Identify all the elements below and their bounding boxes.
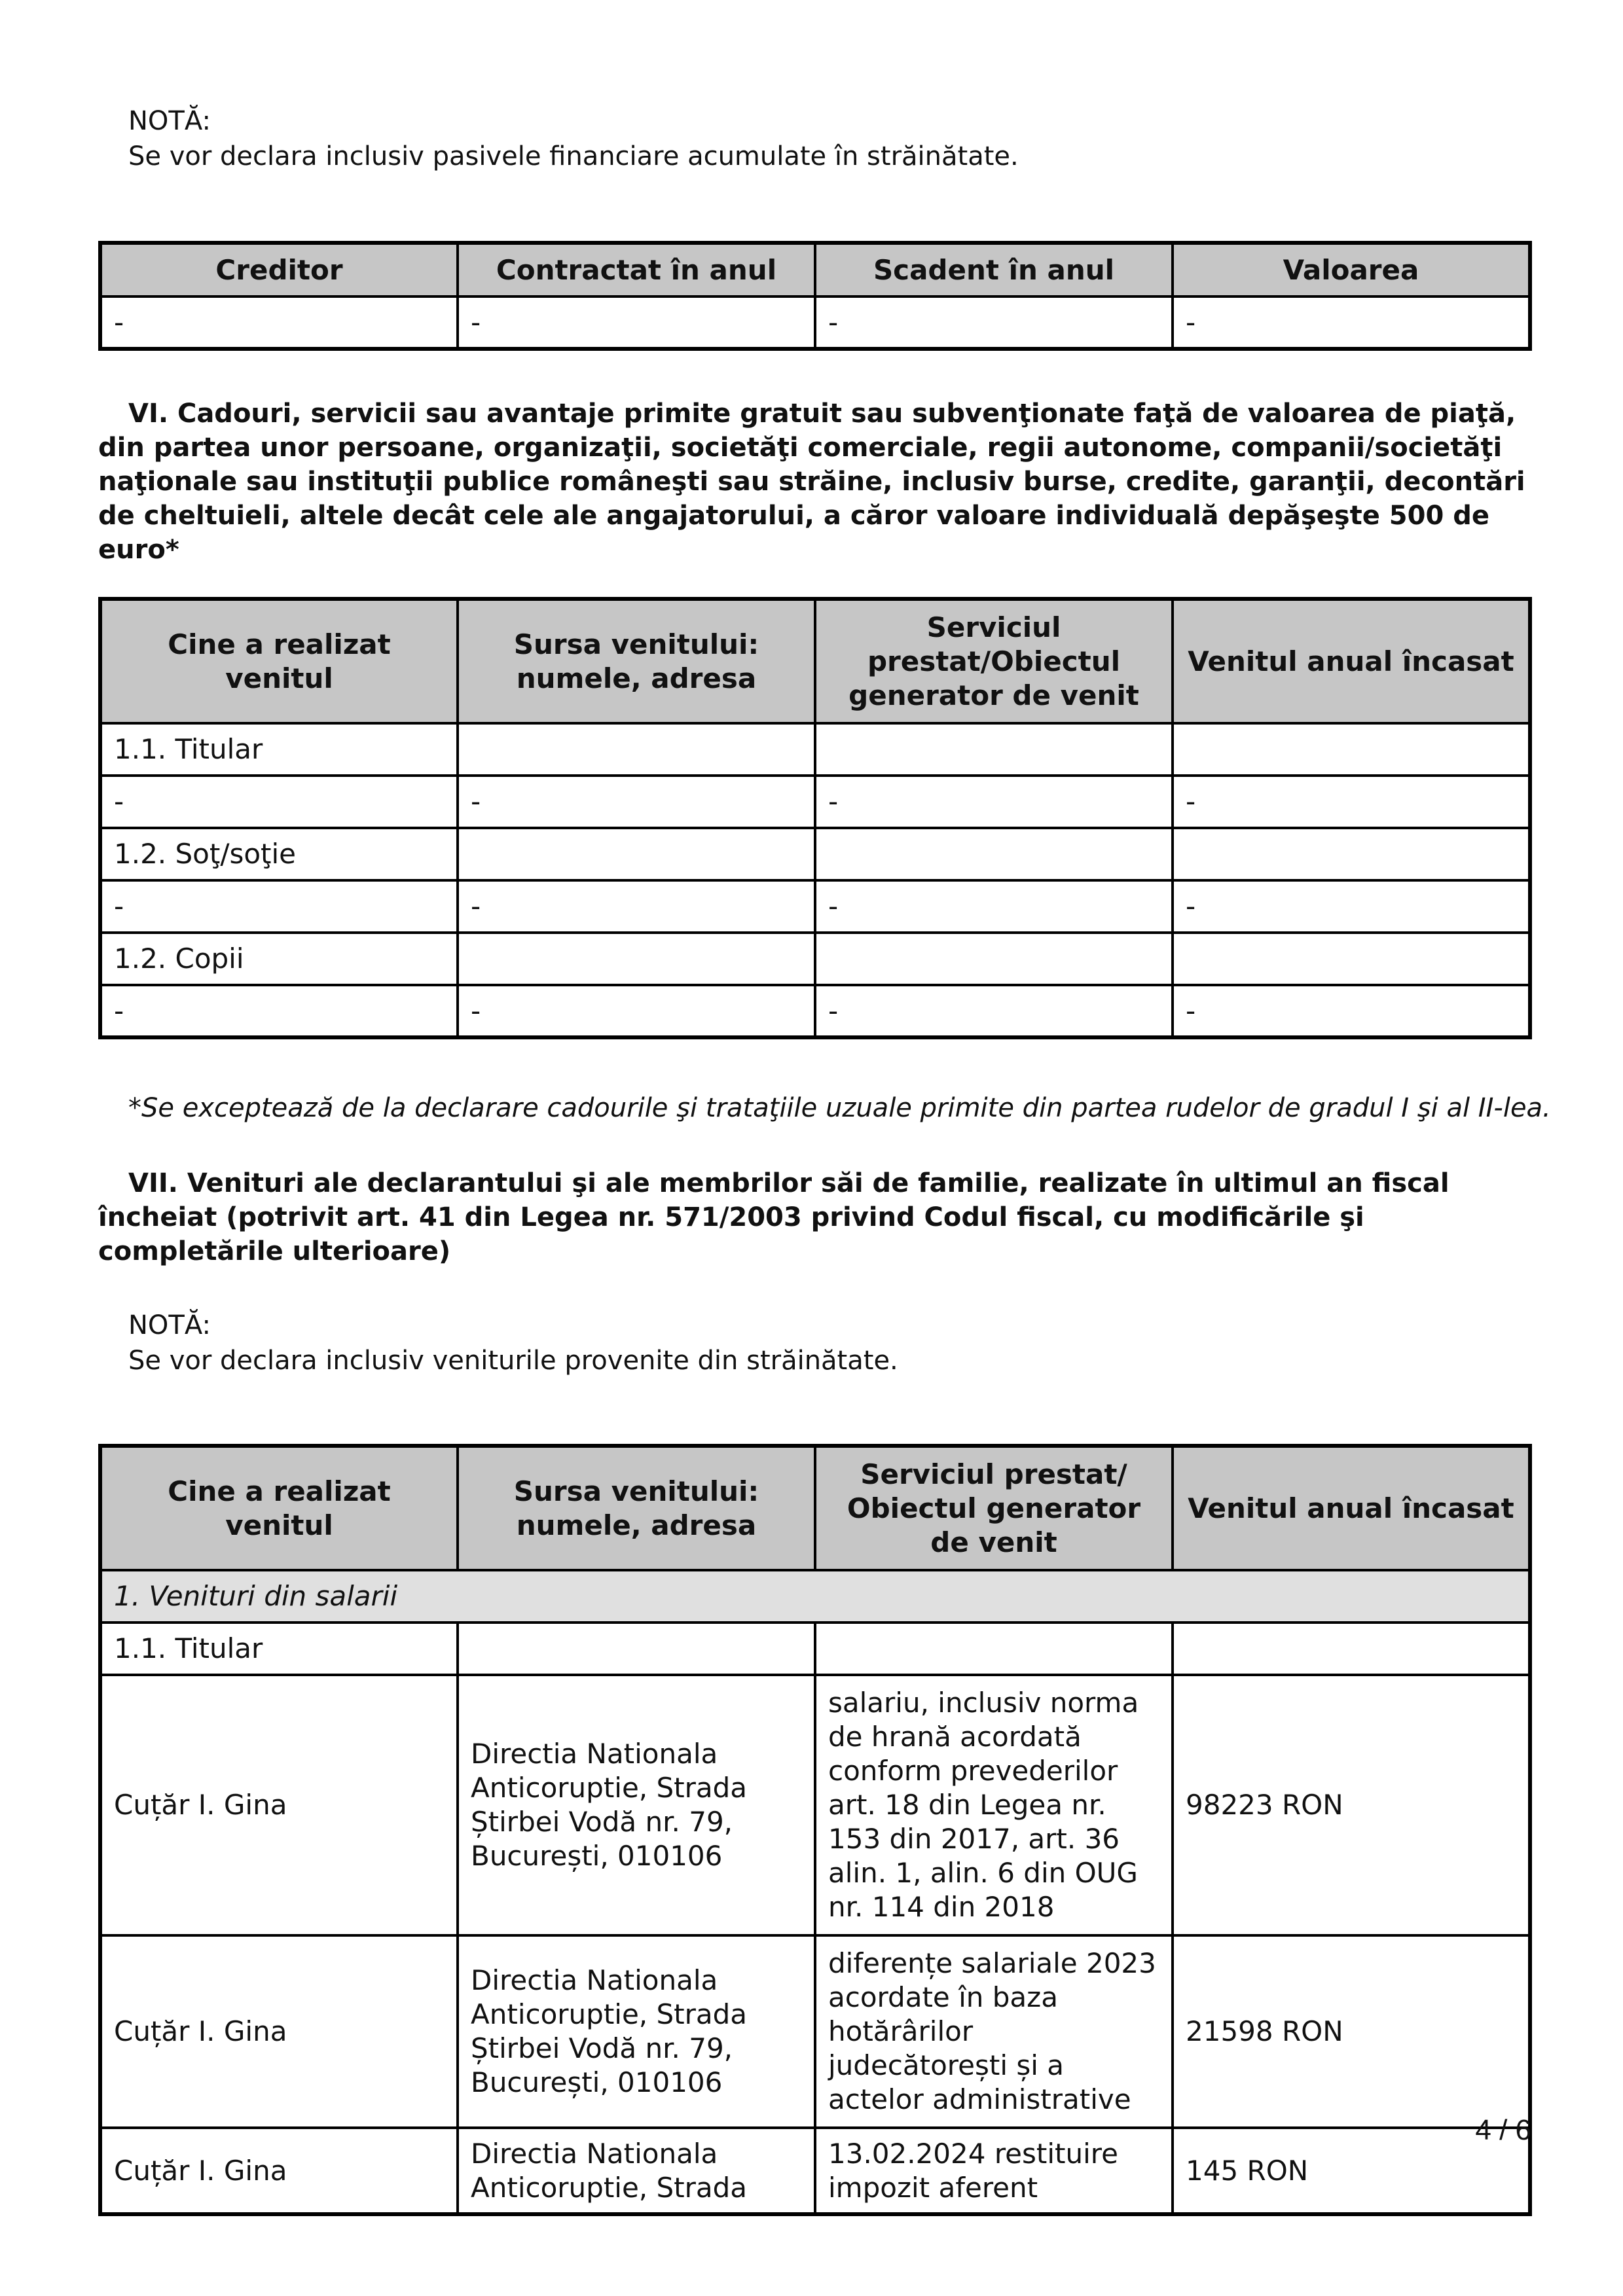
table-cell [458,933,815,985]
table-row [100,828,1530,880]
table-cell: diferențe salariale 2023 acordate în baza hotărârilor judecătorești și a actelor administrative [815,1935,1173,2128]
table-cell [815,933,1173,985]
table-cell [1173,723,1530,776]
table-row [100,933,1530,985]
gifts-table [98,597,1532,1039]
column-header: Contractat în anul [458,243,815,296]
table-cell [458,723,815,776]
table-cell: - [1173,776,1530,828]
table-row [100,776,1530,828]
income-table-header-row [100,1446,1530,1570]
table-cell: - [458,296,815,349]
table-row [100,1623,1530,1675]
table-cell: - [815,880,1173,933]
table-cell [815,828,1173,880]
column-header: Venitul anual încasat [1173,599,1530,723]
table-row [100,1935,1530,2128]
table-row [100,723,1530,776]
table-cell: - [100,776,458,828]
page-number: 4 / 6 [1475,2114,1531,2146]
table-cell: 1.2. Copii [100,933,458,985]
column-header: Creditor [100,243,458,296]
table-cell: - [1173,296,1530,349]
table-cell: - [815,296,1173,349]
table-cell: 1.1. Titular [100,1623,458,1675]
section-vi-heading: VI. Cadouri, servicii sau avantaje primite gratuit sau subvenţionate faţă de valoarea de piaţă, din partea unor persoane, organizaţii, societăţi comerciale, regii autonome, companii/societăţi naţionale sau instituţii publice româneşti sau străine, inclusiv burse, credite, garanţii, decontări de cheltuieli, altele decât cele ale angajatorului, a căror valoare individuală depăşeşte 500 de euro* [98,399,1525,565]
table-cell: - [1173,985,1530,1037]
debts-table-header-row [100,243,1530,296]
gifts-table-header-row [100,599,1530,723]
table-cell: - [815,776,1173,828]
column-header: Serviciul prestat/ Obiectul generator de venit [815,1446,1173,1570]
table-cell: 13.02.2024 restituire impozit aferent [815,2128,1173,2214]
section-label: 1. Venituri din salarii [100,1570,1530,1623]
table-cell: - [1173,880,1530,933]
table-cell: - [458,776,815,828]
note-1 [128,103,1019,174]
table-cell: 98223 RON [1173,1675,1530,1935]
table-cell: Cuțăr I. Gina [100,2128,458,2214]
column-header: Valoarea [1173,243,1530,296]
column-header: Sursa venitului: numele, adresa [458,599,815,723]
note-2-text: Se vor declara inclusiv veniturile provenite din străinătate. [128,1346,898,1376]
table-cell: - [815,985,1173,1037]
table-cell: - [100,880,458,933]
table-row [100,296,1530,349]
table-cell: Directia Nationala Anticoruptie, Strada Știrbei Vodă nr. 79, București, 010106 [458,1675,815,1935]
column-header: Venitul anual încasat [1173,1446,1530,1570]
column-header: Serviciul prestat/Obiectul generator de venit [815,599,1173,723]
table-cell: - [100,296,458,349]
section-vii-heading: VII. Venituri ale declarantului şi ale membrilor săi de familie, realizate în ultimul an fiscal încheiat (potrivit art. 41 din Legea nr. 571/2003 privind Codul fiscal, cu modificările şi completările ulterioare) [98,1168,1450,1266]
table-cell [1173,933,1530,985]
note-1-text: Se vor declara inclusiv pasivele financiare acumulate în străinătate. [128,141,1019,171]
table-cell: - [100,985,458,1037]
column-header: Cine a realizat venitul [100,599,458,723]
table-cell [1173,1623,1530,1675]
table-row [100,985,1530,1037]
column-header: Scadent în anul [815,243,1173,296]
table-row [100,1675,1530,1935]
table-cell: 1.2. Soţ/soţie [100,828,458,880]
table-cell [458,828,815,880]
table-cell: - [458,880,815,933]
table-cell [1173,828,1530,880]
footnote-vi: *Se exceptează de la declarare cadourile şi trataţiile uzuale primite din partea rudelor de gradul I şi al II-lea. [128,1093,1551,1123]
income-table [98,1444,1532,2216]
table-cell [815,723,1173,776]
table-cell: 1.1. Titular [100,723,458,776]
column-header: Sursa venitului: numele, adresa [458,1446,815,1570]
table-row [100,2128,1530,2214]
column-header: Cine a realizat venitul [100,1446,458,1570]
table-cell: Cuțăr I. Gina [100,1935,458,2128]
table-cell: - [458,985,815,1037]
table-cell: 145 RON [1173,2128,1530,2214]
table-cell: Directia Nationala Anticoruptie, Strada Știrbei Vodă nr. 79, București, 010106 [458,1935,815,2128]
table-cell: salariu, inclusiv norma de hrană acordată conform prevederilor art. 18 din Legea nr. 153 din 2017, art. 36 alin. 1, alin. 6 din OUG nr. 114 din 2018 [815,1675,1173,1935]
table-cell: Cuțăr I. Gina [100,1675,458,1935]
note-2-label: NOTĂ: [128,1310,211,1340]
section-row [100,1570,1530,1623]
table-cell [815,1623,1173,1675]
table-cell: Directia Nationala Anticoruptie, Strada [458,2128,815,2214]
debts-table [98,241,1532,351]
table-cell: 21598 RON [1173,1935,1530,2128]
table-row [100,880,1530,933]
table-cell [458,1623,815,1675]
note-2 [128,1308,898,1378]
note-1-label: NOTĂ: [128,106,211,136]
